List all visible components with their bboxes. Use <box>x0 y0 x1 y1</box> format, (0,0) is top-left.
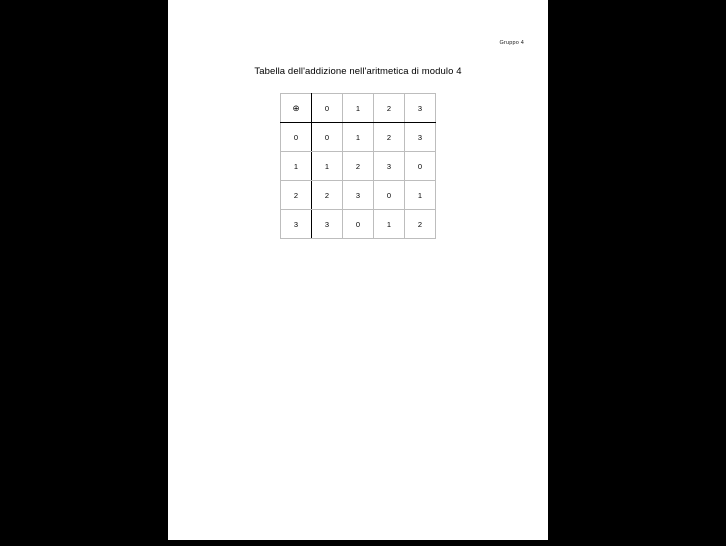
column-header-2: 2 <box>374 94 405 123</box>
column-header-3: 3 <box>405 94 436 123</box>
table-row <box>281 210 436 239</box>
cell-1-2: 3 <box>374 152 405 181</box>
cell-1-0: 1 <box>312 152 343 181</box>
cell-1-1: 2 <box>343 152 374 181</box>
cell-2-1: 3 <box>343 181 374 210</box>
table-header-row <box>281 94 436 123</box>
cell-0-0: 0 <box>312 123 343 152</box>
table-row <box>281 152 436 181</box>
table-row <box>281 181 436 210</box>
header-note: Gruppo 4 <box>499 40 524 46</box>
cell-0-1: 1 <box>343 123 374 152</box>
cell-2-3: 1 <box>405 181 436 210</box>
cell-3-2: 1 <box>374 210 405 239</box>
row-header-1: 1 <box>281 152 312 181</box>
cell-1-3: 0 <box>405 152 436 181</box>
addition-table-container <box>280 93 436 239</box>
plus-circle-icon: ⊕ <box>281 94 312 123</box>
page-title: Tabella dell'addizione nell'aritmetica di modulo 4 <box>254 66 462 77</box>
modulo-4-addition-table <box>280 93 436 239</box>
column-header-0: 0 <box>312 94 343 123</box>
cell-0-3: 3 <box>405 123 436 152</box>
cell-0-2: 2 <box>374 123 405 152</box>
row-header-0: 0 <box>281 123 312 152</box>
document-page <box>168 0 548 540</box>
row-header-3: 3 <box>281 210 312 239</box>
cell-2-2: 0 <box>374 181 405 210</box>
table-row <box>281 123 436 152</box>
row-header-2: 2 <box>281 181 312 210</box>
cell-2-0: 2 <box>312 181 343 210</box>
cell-3-1: 0 <box>343 210 374 239</box>
cell-3-3: 2 <box>405 210 436 239</box>
column-header-1: 1 <box>343 94 374 123</box>
cell-3-0: 3 <box>312 210 343 239</box>
